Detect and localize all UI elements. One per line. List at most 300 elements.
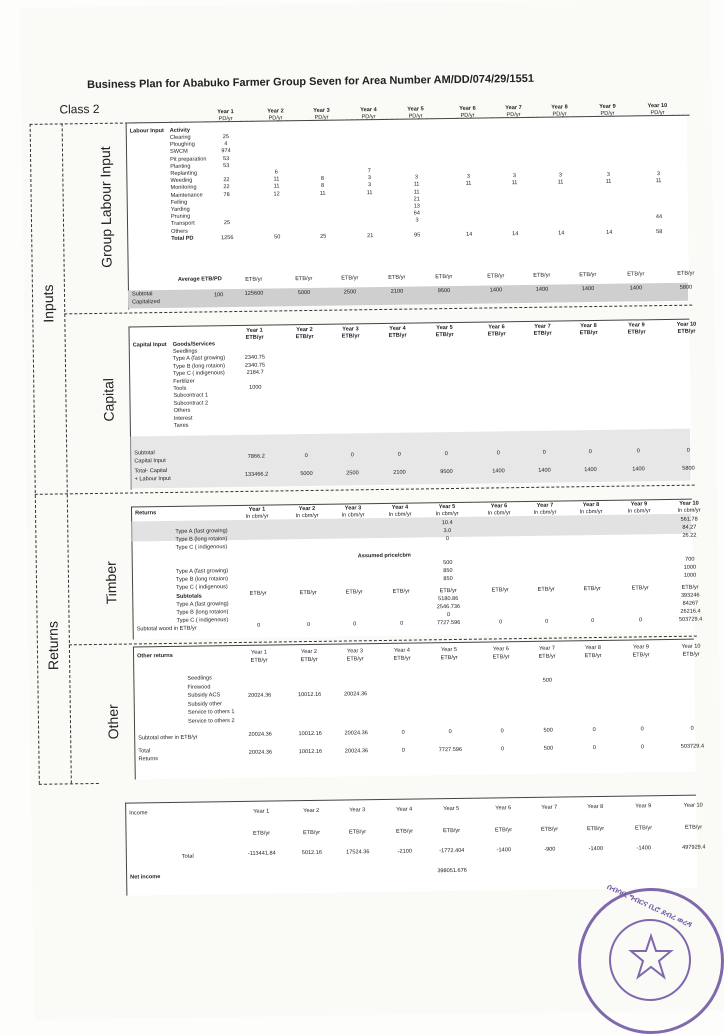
timber-subtotal-value: 0 bbox=[446, 612, 451, 619]
capital-item-label: Type B (long rotaion) bbox=[172, 362, 225, 370]
year-header: Year 2 bbox=[298, 505, 316, 513]
timber-subtotal-value: 84267 bbox=[682, 600, 699, 607]
unit-header: ETB/yr bbox=[435, 331, 454, 339]
year-header: Year 5 bbox=[436, 324, 453, 332]
labour-subtotal-value: 1400 bbox=[581, 286, 595, 293]
other-returns-item-label: Service to others 2 bbox=[187, 718, 235, 725]
capital-item-label: Type C ( indigenous) bbox=[173, 370, 225, 378]
total-returns-label: Returns bbox=[138, 756, 159, 763]
activity-label: Felling bbox=[170, 199, 188, 206]
other-returns-item-label: Seedlings bbox=[187, 675, 212, 682]
unit-header: PD/yr bbox=[552, 111, 567, 118]
year-header: Year 7 bbox=[536, 502, 554, 509]
labour-pd-value: 50 bbox=[274, 234, 281, 241]
subtotal-wood-value: 7727.596 bbox=[436, 619, 461, 627]
timber-subtotal-type-label: Type C ( indigenous) bbox=[176, 617, 229, 624]
etb-unit: ETB/yr bbox=[537, 586, 555, 593]
labour-pd-value: 11 bbox=[273, 176, 280, 183]
labour-pd-value: 14 bbox=[512, 230, 519, 237]
timber-subtotal-value: 26216.4 bbox=[680, 608, 701, 615]
unit-header: PD/yr bbox=[218, 116, 233, 123]
total-capital-value: 1400 bbox=[584, 466, 597, 474]
subtotal-wood-value: 0 bbox=[307, 622, 311, 629]
year-header: Year 10 bbox=[676, 321, 697, 328]
etb-unit: ETB/yr bbox=[249, 590, 267, 597]
year-header: Year 9 bbox=[630, 501, 648, 508]
labour-pd-value: 78 bbox=[223, 191, 230, 198]
unit-header: In cbm/yr bbox=[435, 510, 459, 518]
capital-input-header: Capital Input bbox=[132, 341, 167, 349]
year-header: Year 7 bbox=[541, 804, 558, 811]
subtotal-wood-value: 503729.4 bbox=[678, 616, 703, 623]
capital-value: 2340.75 bbox=[244, 355, 266, 362]
unit-header: ETB/yr bbox=[584, 652, 602, 660]
other-returns-item-label: Subsidy ACS bbox=[187, 692, 221, 699]
timber-subtotal-value: 393246 bbox=[680, 592, 700, 599]
other-returns-header: Other returns bbox=[137, 652, 173, 660]
subtotal-wood-value: 0 bbox=[353, 621, 357, 628]
timber-volume-value: 10.4 bbox=[441, 520, 453, 527]
year-header: Year 8 bbox=[551, 104, 568, 111]
unit-header: ETB/yr bbox=[684, 824, 703, 831]
subsidy-acs-value: 10012.16 bbox=[297, 691, 322, 699]
year-header: Year 10 bbox=[681, 643, 701, 650]
activity-label: Planting bbox=[170, 163, 191, 170]
unit-header: ETB/yr bbox=[586, 825, 605, 833]
labour-pd-value: 44 bbox=[655, 214, 663, 221]
subtotal-wood-value: 0 bbox=[591, 618, 595, 625]
total-returns-label: Total bbox=[138, 748, 151, 755]
labour-pd-value: 3 bbox=[656, 171, 660, 178]
total-capital-label: Total- Capital bbox=[134, 467, 168, 475]
labour-pd-value: 11 bbox=[605, 179, 612, 186]
capital-value: 1000 bbox=[249, 384, 262, 391]
year-header: Year 8 bbox=[587, 803, 604, 811]
etb-unit: ETB/yr bbox=[677, 270, 695, 277]
year-header: Year 7 bbox=[505, 105, 522, 112]
capital-value: 2340.75 bbox=[244, 362, 266, 369]
activity-label: Replanting bbox=[170, 170, 198, 177]
unit-header: PD/yr bbox=[268, 115, 283, 122]
unit-header: ETB/yr bbox=[341, 333, 360, 340]
year-header: Year 9 bbox=[599, 103, 616, 110]
labour-subtotal-value: 5800 bbox=[679, 284, 693, 291]
labour-pd-value: 4 bbox=[224, 141, 228, 148]
etb-unit: ETB/yr bbox=[439, 587, 457, 595]
subtotal-other-value: 0 bbox=[592, 727, 596, 734]
unit-header: ETB/yr bbox=[538, 653, 556, 660]
year-header: Year 2 bbox=[296, 326, 313, 334]
unit-header: ETB/yr bbox=[579, 329, 598, 337]
subtotal-other-value: 0 bbox=[448, 729, 452, 736]
timber-price-value: 500 bbox=[443, 560, 453, 567]
unit-header: In cbm/yr bbox=[533, 509, 557, 516]
year-header: Year 4 bbox=[360, 107, 377, 114]
etb-unit: ETB/yr bbox=[295, 275, 313, 283]
year-header: Year 2 bbox=[303, 807, 320, 815]
year-header: Year 9 bbox=[635, 803, 652, 810]
capital-subtotal-value: 0 bbox=[636, 448, 640, 455]
labour-subtotal-value: 2500 bbox=[343, 289, 357, 296]
activity-label: Maintenance bbox=[170, 192, 203, 199]
unit-header: PD/yr bbox=[314, 114, 329, 121]
activity-label: Transport bbox=[170, 220, 195, 228]
timber-subtotal-value: 5180.86 bbox=[438, 595, 459, 603]
labour-pd-value: 8 bbox=[320, 183, 325, 190]
etb-unit: ETB/yr bbox=[681, 584, 699, 591]
unit-header: ETB/yr bbox=[540, 826, 559, 833]
labour-pd-value: 8 bbox=[320, 175, 325, 183]
unit-header: ETB/yr bbox=[348, 829, 367, 836]
activity-header: Activity bbox=[169, 127, 190, 134]
etb-unit: ETB/yr bbox=[533, 272, 551, 279]
year-header: Year 4 bbox=[389, 325, 406, 332]
unit-header: ETB/yr bbox=[388, 332, 407, 339]
labour-pd-value: 21 bbox=[367, 232, 374, 239]
labour-subtotal-value: 125600 bbox=[244, 290, 264, 297]
timber-price-value: 850 bbox=[443, 568, 453, 575]
total-capital-value: 1400 bbox=[492, 468, 505, 475]
group-labour-input-label: Group Labour Input bbox=[96, 146, 115, 268]
labour-pd-value: 25 bbox=[222, 134, 229, 141]
other-label: Other bbox=[104, 704, 122, 740]
labour-pd-value: 3 bbox=[466, 173, 471, 180]
activity-label: Monitoring bbox=[170, 184, 197, 192]
timber-price-value: 1000 bbox=[683, 564, 697, 571]
income-value: -900 bbox=[544, 846, 556, 853]
timber-price-value: 1000 bbox=[683, 572, 697, 579]
total-capital-value: 1400 bbox=[538, 467, 551, 474]
labour-pd-value: 11 bbox=[366, 189, 373, 196]
labour-pd-value: 11 bbox=[273, 183, 280, 190]
labour-pd-value: 3 bbox=[415, 217, 419, 224]
subtotal-other-value: 10012.16 bbox=[298, 730, 322, 738]
official-stamp bbox=[578, 881, 724, 1034]
etb-unit: ETB/yr bbox=[631, 585, 649, 592]
inputs-label: Inputs bbox=[39, 284, 57, 323]
labour-pd-value: 22 bbox=[223, 177, 230, 184]
activity-label: Others bbox=[171, 228, 188, 235]
year-header: Year 6 bbox=[495, 805, 512, 812]
total-returns-value: 0 bbox=[401, 747, 406, 754]
capital-subtotal-value: 7866.2 bbox=[247, 453, 265, 460]
labour-subtotal-value: 1400 bbox=[489, 287, 503, 294]
unit-header: ETB/yr bbox=[682, 651, 700, 658]
labour-pd-value: 64 bbox=[413, 210, 421, 217]
unit-header: ETB/yr bbox=[440, 654, 458, 662]
labour-pd-value: 22 bbox=[223, 184, 230, 191]
dashed-divider bbox=[62, 123, 72, 783]
timber-price-value: 700 bbox=[685, 556, 695, 563]
subtotal-other-label: Subtotal other in ETB/yr bbox=[138, 734, 198, 742]
average-etb-value: 100 bbox=[213, 292, 224, 299]
unit-header: ETB/yr bbox=[627, 329, 646, 336]
year-header: Year 1 bbox=[217, 109, 234, 116]
capital-subtotal-value: 0 bbox=[397, 451, 401, 458]
labour-pd-value: 3 bbox=[414, 174, 419, 181]
etb-unit: ETB/yr bbox=[435, 273, 453, 281]
returns-label: Returns bbox=[44, 620, 62, 671]
timber-volume-value: 561.78 bbox=[680, 516, 698, 523]
year-header: Year 5 bbox=[440, 646, 458, 654]
total-returns-value: 7727.596 bbox=[438, 746, 463, 754]
timber-volume-value: 3.0 bbox=[443, 528, 452, 535]
labour-pd-value: 6 bbox=[274, 169, 278, 176]
unit-header: In cbm/yr bbox=[245, 513, 269, 520]
labour-subtotal-value: 1400 bbox=[629, 285, 643, 292]
year-header: Year 5 bbox=[438, 503, 456, 511]
year-header: Year 3 bbox=[346, 648, 364, 655]
other-returns-item-label: Subsidy other bbox=[187, 701, 222, 708]
total-capital-label: + Labour Input bbox=[134, 475, 171, 483]
labour-pd-value: 3 bbox=[558, 172, 562, 179]
labour-pd-value: 3 bbox=[512, 173, 517, 180]
year-header: Year 10 bbox=[647, 102, 668, 110]
total-returns-value: 500 bbox=[543, 745, 554, 752]
year-header: Year 1 bbox=[253, 808, 270, 815]
labour-pd-value: 11 bbox=[655, 178, 662, 185]
timber-subtotal-value: 2546.736 bbox=[436, 603, 461, 611]
stamp-text: ሰብሳቢ ግብርና ቢሮ ደብረ ወረዳ bbox=[605, 881, 694, 930]
timber-type-label: Type B (long rotaion) bbox=[175, 576, 228, 583]
activity-label: Total PD bbox=[171, 235, 194, 242]
labour-pd-value: 3 bbox=[367, 175, 372, 182]
total-capital-value: 5800 bbox=[682, 465, 695, 472]
labour-pd-value: 11 bbox=[557, 179, 564, 186]
total-returns-value: 0 bbox=[592, 745, 596, 752]
subsidy-acs-value: 20024.36 bbox=[247, 692, 272, 699]
activity-label: Ploughing bbox=[169, 141, 195, 149]
labour-pd-value: 53 bbox=[223, 162, 230, 169]
total-returns-value: 10012.16 bbox=[298, 748, 323, 756]
class-label: Class 2 bbox=[59, 101, 100, 117]
labour-pd-value: 53 bbox=[222, 155, 230, 162]
capital-item-label: Fertilizer bbox=[173, 378, 195, 385]
year-header: Year 4 bbox=[391, 504, 409, 511]
returns-header: Returns bbox=[135, 510, 157, 517]
subtotal-wood-value: 0 bbox=[639, 617, 643, 624]
unit-header: ETB/yr bbox=[250, 657, 268, 664]
subtotal-wood-value: 0 bbox=[257, 622, 261, 629]
subtotal-wood-label: Subtotal wood in ETB/yr bbox=[136, 625, 197, 633]
goods-services-header: Goods/Services bbox=[172, 341, 216, 348]
subtotal-wood-value: 0 bbox=[400, 620, 404, 627]
labour-pd-value: 25 bbox=[223, 220, 231, 227]
year-header: Year 1 bbox=[246, 327, 263, 334]
unit-header: In cbm/yr bbox=[627, 508, 651, 515]
unit-header: ETB/yr bbox=[245, 334, 264, 341]
unit-header: ETB/yr bbox=[494, 827, 513, 834]
other-returns-item-label: Service to others 1 bbox=[187, 709, 235, 717]
unit-header: ETB/yr bbox=[533, 330, 552, 337]
capital-subtotal-value: 0 bbox=[304, 453, 308, 460]
unit-header: ETB/yr bbox=[487, 331, 506, 338]
labour-pd-value: 14 bbox=[466, 231, 473, 238]
timber-volume-value: 84.27 bbox=[682, 524, 697, 531]
total-capital-value: 2500 bbox=[346, 470, 359, 477]
labour-subtotal-label: Capitalized bbox=[132, 299, 160, 306]
unit-header: ETB/yr bbox=[492, 654, 510, 661]
labour-pd-value: 14 bbox=[558, 230, 565, 237]
year-header: Year 10 bbox=[683, 802, 703, 809]
document-page bbox=[20, 0, 724, 1020]
year-header: Year 6 bbox=[492, 646, 510, 653]
year-header: Year 10 bbox=[679, 500, 699, 507]
labour-pd-value: 3 bbox=[367, 182, 372, 189]
dashed-divider bbox=[39, 783, 99, 785]
labour-subtotal-value: 2100 bbox=[390, 288, 404, 295]
total-capital-value: 133466.2 bbox=[244, 471, 269, 478]
capital-label: Capital bbox=[100, 377, 117, 422]
activity-label: SWCM bbox=[169, 149, 188, 156]
income-value: -1400 bbox=[496, 847, 512, 854]
labour-pd-value: 974 bbox=[221, 148, 231, 155]
unit-header: ETB/yr bbox=[677, 328, 696, 335]
income-value: -113441.84 bbox=[247, 850, 276, 857]
year-header: Year 1 bbox=[248, 506, 266, 513]
unit-header: In cbm/yr bbox=[677, 507, 701, 514]
capital-item-label: Subcontract 1 bbox=[173, 392, 209, 400]
etb-unit: ETB/yr bbox=[299, 589, 317, 597]
labour-pd-value: 11 bbox=[413, 181, 420, 188]
income-value: 17524.36 bbox=[346, 849, 370, 856]
year-header: Year 5 bbox=[407, 106, 424, 113]
unit-header: PD/yr bbox=[460, 112, 475, 119]
total-returns-value: 0 bbox=[640, 744, 644, 751]
labour-pd-value: 14 bbox=[606, 229, 613, 236]
unit-header: ETB/yr bbox=[302, 829, 321, 837]
subtotal-other-value: 0 bbox=[690, 725, 694, 732]
subtotal-other-value: 0 bbox=[500, 728, 504, 735]
labour-pd-value: 13 bbox=[413, 203, 420, 210]
activity-label: Pruning bbox=[170, 213, 191, 221]
unit-header: ETB/yr bbox=[442, 827, 461, 835]
capital-item-label: Others bbox=[173, 407, 191, 415]
unit-header: In cbm/yr bbox=[388, 511, 412, 518]
capital-item-label: Subcontract 2 bbox=[173, 400, 209, 407]
timber-subtotal-type-label: Type B (long rotaion) bbox=[176, 609, 229, 616]
unit-header: ETB/yr bbox=[252, 830, 271, 837]
year-header: Year 6 bbox=[488, 324, 505, 331]
unit-header: ETB/yr bbox=[395, 828, 414, 835]
year-header: Year 7 bbox=[534, 323, 551, 330]
year-header: Year 8 bbox=[584, 644, 602, 652]
dashed-divider bbox=[30, 124, 40, 784]
labour-pd-value: 7 bbox=[367, 168, 371, 175]
capital-subtotal-value: 0 bbox=[588, 449, 592, 456]
unit-header: In cbm/yr bbox=[341, 512, 365, 519]
timber-type-label: Type C ( indigenous) bbox=[175, 544, 228, 551]
labour-pd-value: 3 bbox=[606, 171, 610, 179]
year-header: Year 9 bbox=[632, 644, 650, 651]
year-header: Year 6 bbox=[459, 105, 476, 112]
unit-header: ETB/yr bbox=[632, 652, 650, 659]
capital-subtotal-value: 0 bbox=[686, 447, 690, 454]
labour-pd-value: 11 bbox=[511, 180, 518, 187]
unit-header: PD/yr bbox=[361, 114, 376, 121]
total-returns-value: 20024.36 bbox=[248, 749, 273, 756]
activity-label: Yarding bbox=[170, 206, 190, 213]
total-capital-value: 5000 bbox=[300, 470, 313, 478]
income-value: -1400 bbox=[636, 845, 651, 852]
average-etb-label: Average ETB/PD bbox=[177, 276, 222, 283]
capital-item-label: Interest bbox=[173, 415, 193, 422]
labour-pd-value: 12 bbox=[273, 190, 280, 198]
year-header: Year 8 bbox=[580, 322, 597, 330]
etb-unit: ETB/yr bbox=[245, 276, 263, 283]
timber-type-label: Type A (fast growing) bbox=[175, 568, 229, 575]
year-header: Year 2 bbox=[267, 108, 284, 115]
timber-type-label: Type A (fast growing) bbox=[175, 528, 228, 535]
labour-pd-value: 11 bbox=[319, 190, 326, 197]
unit-header: In cbm/yr bbox=[295, 512, 319, 520]
income-value: 497929.4 bbox=[682, 844, 706, 851]
unit-header: ETB/yr bbox=[346, 656, 364, 663]
unit-header: In cbm/yr bbox=[579, 508, 603, 516]
total-capital-value: 9500 bbox=[440, 469, 453, 476]
total-returns-value: 20024.36 bbox=[344, 748, 369, 755]
capital-subtotal-value: 0 bbox=[444, 451, 448, 458]
etb-unit: ETB/yr bbox=[341, 275, 359, 282]
capital-subtotal-value: 0 bbox=[350, 452, 354, 459]
year-header: Year 3 bbox=[313, 107, 330, 114]
timber-label: Timber bbox=[102, 561, 120, 605]
total-capital-value: 2100 bbox=[393, 469, 406, 476]
etb-unit: ETB/yr bbox=[388, 274, 406, 281]
total-returns-value: 0 bbox=[500, 746, 505, 753]
etb-unit: ETB/yr bbox=[583, 585, 601, 593]
income-value: -1400 bbox=[588, 845, 603, 853]
etb-unit: ETB/yr bbox=[491, 587, 509, 594]
page-title: Business Plan for Ababuko Farmer Group Seven for Area Number AM/DD/074/29/1551 bbox=[86, 72, 534, 92]
income-value: -1772.404 bbox=[439, 847, 465, 855]
income-header: Income bbox=[129, 810, 148, 817]
activity-label: Weeding bbox=[170, 177, 193, 185]
unit-header: ETB/yr bbox=[300, 656, 318, 664]
labour-pd-value: 1256 bbox=[220, 234, 234, 242]
subtotal-wood-value: 0 bbox=[545, 618, 549, 625]
timber-type-label: Type C ( indigenous) bbox=[176, 584, 228, 591]
etb-unit: ETB/yr bbox=[627, 271, 645, 278]
year-header: Year 5 bbox=[443, 805, 460, 813]
unit-header: PD/yr bbox=[408, 113, 423, 120]
total-returns-value: 503729.4 bbox=[680, 743, 705, 750]
capital-subtotal-label: Subtotal bbox=[134, 450, 155, 457]
capital-item-label: Tools bbox=[173, 385, 187, 392]
capital-subtotal-band bbox=[130, 429, 691, 489]
subsidy-acs-value: 20024.36 bbox=[343, 691, 368, 698]
other-returns-value: 500 bbox=[542, 677, 553, 684]
unit-header: ETB/yr bbox=[393, 655, 411, 662]
assumed-price-label: Assumed price/cbm bbox=[357, 552, 411, 560]
capital-value: 2184.7 bbox=[246, 369, 264, 377]
subtotals-label: Subtotals bbox=[176, 593, 202, 600]
labour-subtotal-label: Subtotal bbox=[131, 291, 153, 298]
subtotal-other-value: 500 bbox=[543, 727, 553, 734]
year-header: Year 6 bbox=[490, 503, 508, 510]
total-capital-value: 1400 bbox=[632, 466, 645, 473]
unit-header: In cbm/yr bbox=[487, 510, 511, 517]
labour-pd-value: 21 bbox=[413, 196, 420, 203]
timber-type-label: Type B (long rotaion) bbox=[175, 536, 228, 543]
capital-subtotal-label: Capital Input bbox=[134, 458, 166, 465]
labour-pd-value: 58 bbox=[656, 228, 663, 235]
unit-header: PD/yr bbox=[600, 110, 615, 117]
timber-price-value: 850 bbox=[443, 576, 453, 583]
year-header: Year 9 bbox=[628, 322, 645, 329]
year-header: Year 1 bbox=[250, 649, 268, 656]
year-header: Year 4 bbox=[396, 806, 413, 813]
